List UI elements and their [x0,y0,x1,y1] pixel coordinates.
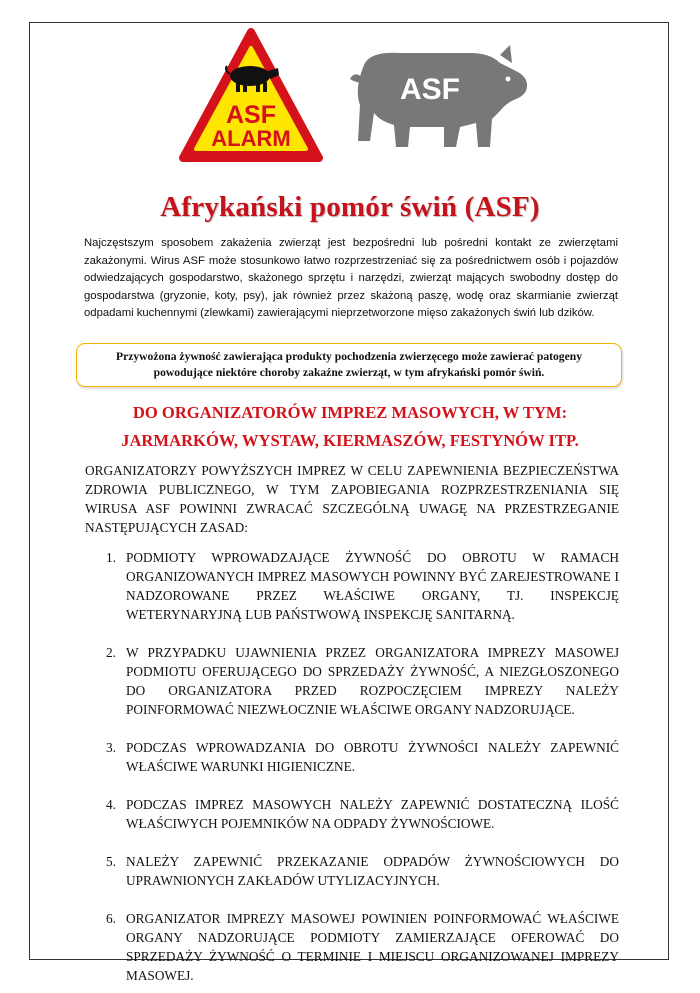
list-item [85,852,619,890]
alarm-line1: ASF [226,101,276,129]
asf-pig-icon [340,43,530,153]
list-item [85,909,619,985]
list-item-text: PODCZAS WPROWADZANIA DO OBROTU ŻYWNOŚCI NALEŻY ZAPEWNIĆ WŁAŚCIWE WARUNKI HIGIENICZNE. [126,740,619,774]
poster-frame [29,22,669,983]
pig-label: ASF [400,73,460,106]
list-item-text: NALEŻY ZAPEWNIĆ PRZEKAZANIE ODPADÓW ŻYWNOŚCIOWYCH DO UPRAWNIONYCH ZAKŁADÓW UTYLIZACYJNYCH. [126,854,619,888]
intro-paragraph: Najczęstszym sposobem zakażenia zwierząt jest bezpośredni lub pośredni kontakt ze zwierzętami zakażonymi. Wirus ASF może stosunkowo łatwo rozprzestrzeniać się za pośrednictwem osób i pojazdów odwiedzających gospodarstwo, skażonego sprzętu i narzędzi, zwierząt mających swobodny dostęp do gospodarstwa (gryzonie, koty, psy), jak również przez skażoną paszę, wodę oraz skarmianie zwierząt odpadami kuchennymi (zlewkami) zawierającymi nieprzetworzone mięso zakażonych świń lub dzików. [84,237,618,320]
list-item-number: 4. [106,797,116,812]
list-item-number: 3. [106,740,116,755]
rules-list [85,548,619,985]
list-item-text: PODCZAS IMPREZ MASOWYCH NALEŻY ZAPEWNIĆ DOSTATECZNĄ ILOŚĆ WŁAŚCIWYCH POJEMNIKÓW NA ODPADY ŻYWNOŚCIOWE. [126,797,619,831]
page-title: Afrykański pomór świń (ASF) [160,191,540,223]
list-item [85,795,619,833]
note-box [76,343,622,387]
list-item-text: PODMIOTY WPROWADZAJĄCE ŻYWNOŚĆ DO OBROTU W RAMACH ORGANIZOWANYCH IMPREZ MASOWYCH POWINNY BYĆ ZAREJESTROWANE I NADZOROWANE PRZEZ WŁAŚCIWE ORGANY, TJ. INSPEKCJĘ WETERYNARYJNĄ LUB PAŃSTWOWĄ INSPEKCJĘ SANITARNĄ. [126,550,619,622]
section-heading-line1: DO ORGANIZATORÓW IMPREZ MASOWYCH, W TYM: [132,403,568,422]
asf-alarm-warning-icon [178,26,324,164]
list-item-number: 5. [106,854,116,869]
logo-row [30,23,670,173]
list-item-number: 2. [106,645,116,660]
list-item-text: ORGANIZATOR IMPREZY MASOWEJ POWINIEN POINFORMOWAĆ WŁAŚCIWE ORGANY NADZORUJĄCE PODMIOTY ZAMIERZAJĄCE OFEROWAĆ DO SPRZEDAŻY ŻYWNOŚĆ O TERMINIE I MIEJSCU ORGANIZOWANEJ IMPREZY MASOWEJ. [126,911,619,983]
section-heading-line2: JARMARKÓW, WYSTAW, KIERMASZÓW, FESTYNÓW ITP. [121,431,579,450]
section-heading [30,399,670,455]
list-item-text: W PRZYPADKU UJAWNIENIA PRZEZ ORGANIZATORA IMPREZY MASOWEJ PODMIOTU OFERUJĄCEGO DO SPRZEDAŻY ŻYWNOŚĆ, A NIEZGŁOSZONEGO DO ORGANIZATORA PRZED ROZPOCZĘCIEM IMPREZY NALEŻY POINFORMOWAĆ NIEZWŁOCZNIE WŁAŚCIWE ORGANY NADZORUJĄCE. [126,645,619,717]
list-item [85,738,619,776]
list-item-number: 1. [106,550,116,565]
note-text: Przywożona żywność zawierająca produkty pochodzenia zwierzęcego może zawierać patogeny powodujące niektóre choroby zakaźne zwierząt, w tym afrykański pomór świń. [116,350,582,379]
lead-paragraph: ORGANIZATORZY POWYŻSZYCH IMPREZ W CELU ZAPEWNIENIA BEZPIECZEŃSTWA ZDROWIA PUBLICZNEGO, W TYM ZAPOBIEGANIA ROZPRZESTRZENIANIA SIĘ WIRUSA ASF POWINNI ZWRACAĆ SZCZEGÓLNĄ UWAGĘ NA PRZESTRZEGANIE NASTĘPUJĄCYCH ZASAD: [85,463,619,535]
list-item [85,548,619,624]
list-item-number: 6. [106,911,116,926]
alarm-line2: ALARM [211,126,291,151]
list-item [85,643,619,719]
